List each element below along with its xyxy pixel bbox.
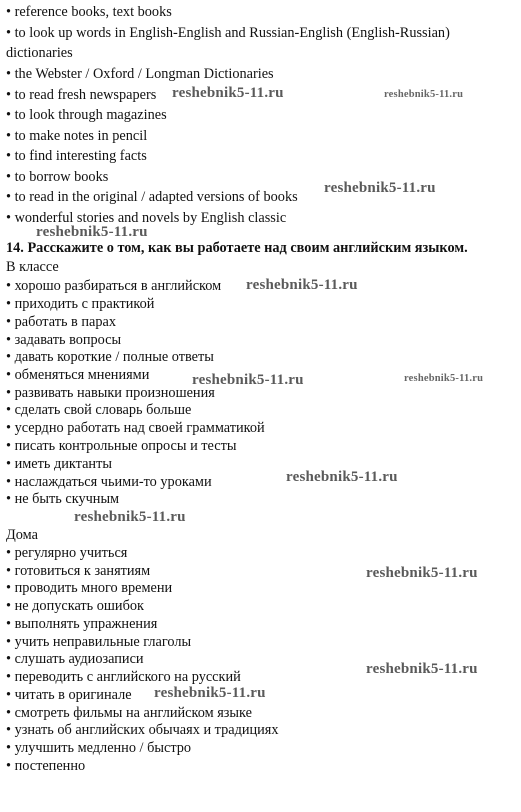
list-item: • улучшить медленно / быстро	[6, 740, 192, 756]
list-item: • слушать аудиозаписи	[6, 651, 144, 667]
watermark: reshebnik5-11.ru	[36, 224, 148, 240]
list-item: • to read fresh newspapers	[6, 87, 157, 103]
list-item: • работать в парах	[6, 314, 117, 330]
watermark: reshebnik5-11.ru	[404, 373, 484, 384]
section-title-class: В классе	[6, 259, 59, 275]
list-item: • иметь диктанты	[6, 456, 112, 472]
watermark: reshebnik5-11.ru	[286, 469, 398, 485]
list-item: • читать в оригинале	[6, 687, 132, 703]
list-item: dictionaries	[6, 45, 73, 61]
list-item: • to look through magazines	[6, 107, 167, 123]
list-item: • постепенно	[6, 758, 86, 774]
list-item: • наслаждаться чьими-то уроками	[6, 474, 212, 490]
list-item: • давать короткие / полные ответы	[6, 349, 214, 365]
list-item: • хорошо разбираться в английском	[6, 278, 222, 294]
list-item: • развивать навыки произношения	[6, 385, 215, 401]
list-item: • приходить с практикой	[6, 296, 155, 312]
list-item: • писать контрольные опросы и тесты	[6, 438, 237, 454]
list-item: • wonderful stories and novels by English classic	[6, 210, 287, 226]
exercise-heading: 14. Расскажите о том, как вы работаете над своим английским языком.	[6, 240, 468, 256]
watermark: reshebnik5-11.ru	[192, 372, 304, 388]
list-item: • задавать вопросы	[6, 332, 122, 348]
watermark: reshebnik5-11.ru	[154, 685, 266, 701]
list-item: • reference books, text books	[6, 4, 172, 20]
list-item: • не быть скучным	[6, 491, 120, 507]
watermark: reshebnik5-11.ru	[366, 661, 478, 677]
list-item: • готовиться к занятиям	[6, 563, 151, 579]
list-item: • переводить с английского на русский	[6, 669, 241, 685]
list-item: • проводить много времени	[6, 580, 173, 596]
list-item: • to borrow books	[6, 169, 109, 185]
list-item: • to find interesting facts	[6, 148, 147, 164]
list-item: • регулярно учиться	[6, 545, 128, 561]
list-item: • не допускать ошибок	[6, 598, 144, 614]
list-item: • обменяться мнениями	[6, 367, 150, 383]
watermark: reshebnik5-11.ru	[366, 565, 478, 581]
watermark: reshebnik5-11.ru	[384, 89, 464, 100]
list-item: • усердно работать над своей грамматикой	[6, 420, 265, 436]
list-item: • to read in the original / adapted versions of books	[6, 189, 298, 205]
list-item: • выполнять упражнения	[6, 616, 158, 632]
watermark: reshebnik5-11.ru	[324, 180, 436, 196]
list-item: • to look up words in English-English and Russian-English (English-Russian)	[6, 25, 450, 41]
watermark: reshebnik5-11.ru	[74, 509, 186, 525]
list-item: • the Webster / Oxford / Longman Dictionaries	[6, 66, 274, 82]
list-item: • узнать об английских обычаях и традициях	[6, 722, 279, 738]
list-item: • сделать свой словарь больше	[6, 402, 192, 418]
list-item: • учить неправильные глаголы	[6, 634, 192, 650]
watermark: reshebnik5-11.ru	[172, 85, 284, 101]
watermark: reshebnik5-11.ru	[246, 277, 358, 293]
list-item: • to make notes in pencil	[6, 128, 148, 144]
list-item: • смотреть фильмы на английском языке	[6, 705, 252, 721]
section-title-home: Дома	[6, 527, 38, 543]
